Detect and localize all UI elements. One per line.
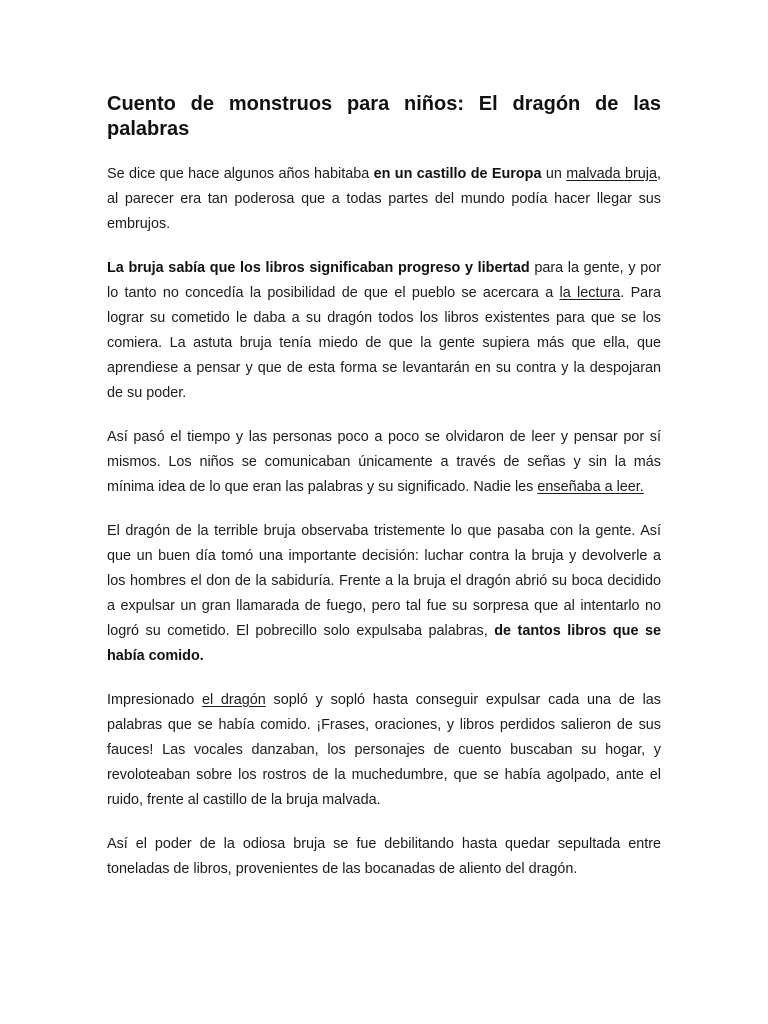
paragraph-6 — [107, 832, 661, 882]
paragraph-5 — [107, 688, 661, 813]
text-run: . Para lograr su cometido le daba a su dragón todos los libros existentes para que se los comiera. La astuta bruja tenía miedo de que la gente supiera más que ella, que aprendiese a pensar y que de esta forma se levantarán en su contra y la despojaran de su poder. — [107, 285, 661, 401]
text-run: Así pasó el tiempo y las personas poco a poco se olvidaron de leer y pensar por sí mismos. Los niños se comunicaban únicamente a través de señas y sin la más mínima idea de lo que eran las palabras y su significado. Nadie les — [107, 429, 661, 495]
text-run: un — [541, 166, 567, 182]
text-run: Impresionado — [107, 692, 202, 708]
underlined-link[interactable]: malvada bruja — [566, 166, 657, 182]
text-run: Así el poder de la odiosa bruja se fue debilitando hasta quedar sepultada entre toneladas de libros, provenientes de las bocanadas de aliento del dragón. — [107, 836, 661, 877]
underlined-link[interactable]: la lectura — [559, 285, 621, 301]
page-title: Cuento de monstruos para niños: El dragón de las palabras — [107, 93, 661, 140]
paragraph-4 — [107, 519, 661, 669]
paragraph-2 — [107, 256, 661, 406]
text-run: sopló y sopló hasta conseguir expulsar cada una de las palabras que se había comido. ¡Frases, oraciones, y libros perdidos salieron de sus fauces! Las vocales danzaban, los personajes de cuento buscaban su hogar, y revoloteaban sobre los rostros de la muchedumbre, que se había agolpado, ante el ruido, frente al castillo de la bruja malvada. — [107, 692, 661, 808]
text-run: El dragón de la terrible bruja observaba tristemente lo que pasaba con la gente. Así que un buen día tomó una importante decisión: luchar contra la bruja y devolverle a los hombres el don de la sabiduría. Frente a la bruja el dragón abrió su boca decidido a expulsar un gran llamarada de fuego, pero tal fue su sorpresa que al intentarlo no logró su cometido. El pobrecillo solo expulsaba palabras, — [107, 523, 661, 639]
bold-text: La bruja sabía que los libros significaban progreso y libertad — [107, 260, 530, 276]
bold-text: de tantos libros que se había comido. — [107, 623, 661, 664]
underlined-link[interactable]: el dragón — [201, 692, 266, 708]
story-paragraphs — [107, 162, 661, 882]
paragraph-1 — [107, 162, 661, 237]
text-run: , al parecer era tan poderosa que a todas partes del mundo podía hacer llegar sus embrujos. — [107, 166, 661, 232]
document-body — [107, 92, 661, 901]
text-run: Se dice que hace algunos años habitaba — [107, 166, 374, 182]
bold-text: en un castillo de Europa — [373, 166, 542, 182]
text-run: para la gente, y por lo tanto no concedía la posibilidad de que el pueblo se acercara a — [107, 260, 661, 301]
paragraph-3 — [107, 425, 661, 500]
underlined-link[interactable]: enseñaba a leer. — [537, 479, 644, 495]
